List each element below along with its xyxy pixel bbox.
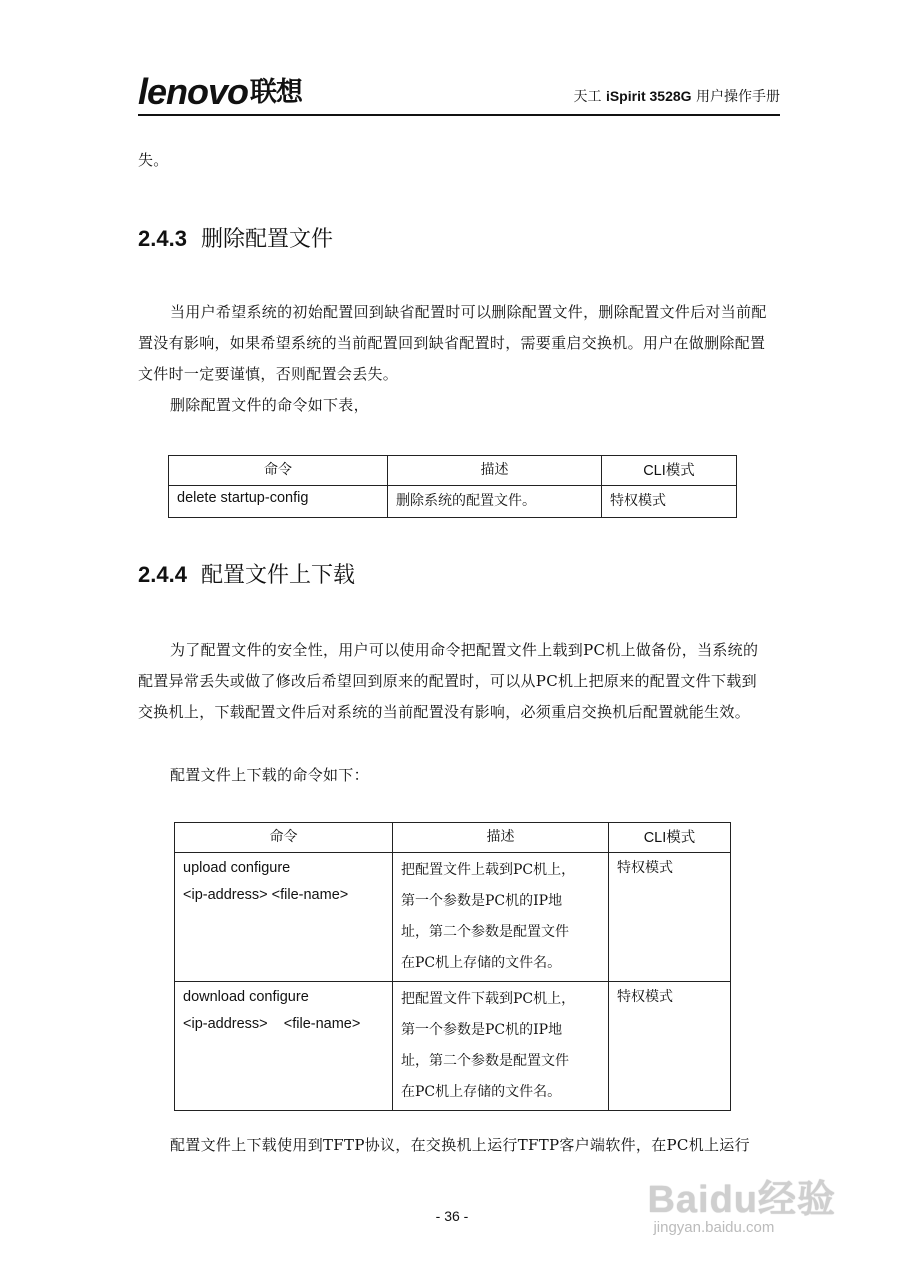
description-line: 在PC机上存储的文件名。 bbox=[401, 1084, 562, 1100]
description-line: 址，第二个参数是配置文件 bbox=[401, 1053, 569, 1069]
section-2-4-4-paragraph: 为了配置文件的安全性，用户可以使用命令把配置文件上载到PC机上做备份，当系统的配置异常丢失或做了修改后希望回到原来的配置时，可以从PC机上把原来的配置文件下载到交换机上，下载配置文件后对系统的当前配置没有影响，必须重启交换机后配置就能生效。 bbox=[138, 641, 759, 721]
command-line-2: <ip-address> <file-name> bbox=[183, 887, 349, 903]
manual-title-product: iSpirit 3528G bbox=[605, 88, 692, 104]
section-2-4-3-paragraph: 当用户希望系统的初始配置回到缺省配置时可以删除配置文件，删除配置文件后对当前配置没有影响，如果希望系统的当前配置回到缺省配置时，需要重启交换机。用户在做删除配置文件时一定要谨慎，否则配置会丢失。 bbox=[138, 303, 767, 383]
logo-text: lenovo bbox=[138, 71, 249, 112]
header-command: 命令 bbox=[175, 823, 393, 853]
command-line-2: <ip-address> <file-name> bbox=[183, 1016, 361, 1032]
section-heading-2-4-4 bbox=[138, 558, 355, 589]
section-number: 2.4.4 bbox=[138, 562, 187, 587]
mode-text: 特权模式 bbox=[617, 989, 673, 1005]
command-cell: delete startup-config bbox=[169, 486, 388, 518]
upload-download-table bbox=[174, 822, 731, 1111]
mode-cell bbox=[609, 853, 731, 982]
description-line: 第一个参数是PC机的IP地 bbox=[401, 1022, 563, 1038]
description-cell bbox=[393, 853, 609, 982]
section-title: 删除配置文件 bbox=[200, 227, 333, 252]
command-cell bbox=[175, 853, 393, 982]
manual-title bbox=[574, 86, 781, 106]
header-description: 描述 bbox=[393, 823, 609, 853]
section-2-4-4-table-intro: 配置文件上下载的命令如下： bbox=[170, 766, 369, 784]
mode-cell bbox=[609, 982, 731, 1111]
baidu-watermark bbox=[647, 1168, 836, 1236]
watermark-brand: Baidu经验 bbox=[647, 1179, 836, 1221]
header-description: 描述 bbox=[388, 456, 602, 486]
header-command: 命令 bbox=[169, 456, 388, 486]
description-line: 把配置文件下载到PC机上， bbox=[401, 991, 576, 1007]
manual-title-suffix: 用户操作手册 bbox=[691, 89, 780, 105]
description-line: 址，第二个参数是配置文件 bbox=[401, 924, 569, 940]
table-row bbox=[169, 486, 737, 518]
command-line-1: download configure bbox=[183, 989, 309, 1005]
section-2-4-3-table-intro: 删除配置文件的命令如下表， bbox=[170, 396, 369, 414]
description-line: 把配置文件上载到PC机上， bbox=[401, 862, 576, 878]
table-row bbox=[175, 853, 731, 982]
lenovo-logo bbox=[138, 71, 303, 112]
mode-cell: 特权模式 bbox=[602, 486, 737, 518]
watermark-site: jingyan.baidu.com bbox=[653, 1219, 775, 1236]
table-header-row bbox=[175, 823, 731, 853]
header-cli-mode: CLI模式 bbox=[602, 456, 737, 486]
manual-title-prefix: 天工 bbox=[573, 89, 606, 105]
table-row bbox=[175, 982, 731, 1111]
section-heading-2-4-3 bbox=[138, 222, 333, 253]
carry-over-text: 失。 bbox=[138, 151, 169, 169]
description-line: 第一个参数是PC机的IP地 bbox=[401, 893, 563, 909]
description-line: 在PC机上存储的文件名。 bbox=[401, 955, 562, 971]
description-cell bbox=[393, 982, 609, 1111]
delete-config-table bbox=[168, 455, 737, 518]
header-cli-mode: CLI模式 bbox=[609, 823, 731, 853]
table-header-row bbox=[169, 456, 737, 486]
section-title: 配置文件上下载 bbox=[200, 563, 355, 588]
command-line-1: upload configure bbox=[183, 860, 291, 876]
mode-text: 特权模式 bbox=[617, 860, 673, 876]
section-number: 2.4.3 bbox=[138, 226, 187, 251]
logo-cn: 联想 bbox=[250, 77, 303, 107]
page-header bbox=[138, 70, 780, 116]
page-number: - 36 - bbox=[435, 1208, 469, 1224]
description-cell: 删除系统的配置文件。 bbox=[388, 486, 602, 518]
command-cell bbox=[175, 982, 393, 1111]
section-2-4-4-closing-paragraph: 配置文件上下载使用到TFTP协议，在交换机上运行TFTP客户端软件，在PC机上运行 bbox=[170, 1136, 750, 1154]
